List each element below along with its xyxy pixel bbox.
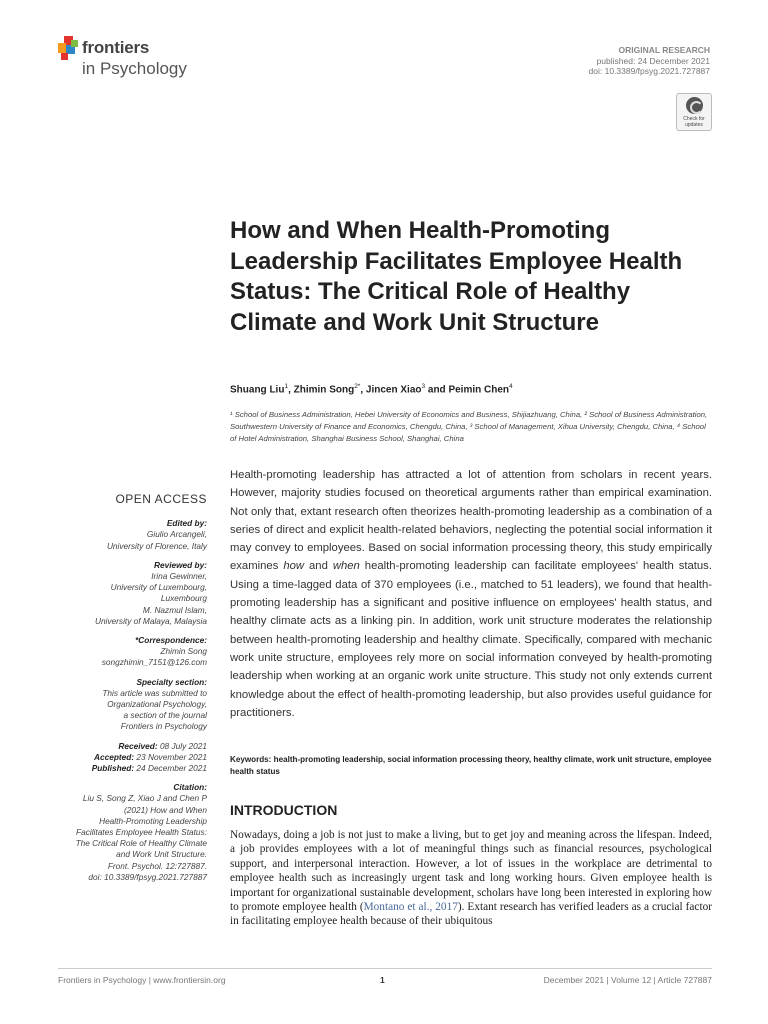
reviewer-line: University of Malaya, Malaysia: [94, 615, 207, 626]
citation-line: and Work Unit Structure.: [116, 849, 207, 860]
dates-section: [58, 741, 207, 775]
check-for-updates-button[interactable]: [676, 93, 712, 131]
author-affil-marker: 2*: [354, 383, 361, 390]
check-updates-label: Check for updates: [683, 116, 705, 128]
correspondent-email[interactable]: songzhimin_7151@126.com: [101, 657, 207, 668]
keywords: Keywords: health-promoting leadership, social information processing theory, healthy climate, work unit structure, employee health status: [230, 755, 712, 776]
citation-label: Citation:: [173, 782, 207, 793]
abstract-text: Health-promoting leadership has attracted a lot of attention from scholars in recent years. However, majority studies focused on theoretical arguments rather than empirical examination. Not only that, extant research often theorizes health-promoting leadership as a combination of a series of direct and explicit health-related behaviors, neglecting the potential social information it may convey to employees. Based on social information processing theory, this study empirically examines: [230, 469, 712, 573]
article-title: How and When Health-Promoting Leadership Facilitates Employee Health Status: The Critical Role of Healthy Climate and Work Unit Structure: [230, 217, 683, 336]
specialty-label: Specialty section:: [136, 676, 207, 687]
author-list: [230, 383, 513, 395]
logo-text-journal: in Psychology: [82, 59, 187, 78]
edited-by-section: [58, 518, 207, 552]
citation-line: The Critical Role of Healthy Climate: [75, 838, 207, 849]
reviewed-by-section: [58, 560, 207, 627]
author-affil-marker: 4: [509, 383, 513, 390]
citation-line: (2021) How and When: [123, 804, 207, 815]
editor-line: Giulio Arcangeli,: [146, 529, 207, 540]
affiliations: ¹ School of Business Administration, Hebei University of Economics and Business, Shijiazhuang, China, ² School of Business Administration, Southwestern University of Finance and Economics, Chengdu, China, ³ School of Management, Xihua University, Chengdu, China, ⁴ School of Hotel Administration, Shanghai Business School, Shanghai, China: [230, 410, 708, 443]
published-label: Published:: [91, 763, 135, 774]
logo-text-frontiers: frontiers: [82, 38, 150, 57]
reviewed-by-label: Reviewed by:: [153, 559, 207, 570]
published-date: published: 24 December 2021: [596, 55, 710, 66]
abstract-text: and: [304, 560, 333, 573]
accepted-label: Accepted:: [93, 751, 135, 762]
frontiers-logo-icon: [58, 36, 80, 62]
specialty-section: [58, 677, 207, 733]
journal-logo[interactable]: [58, 34, 208, 82]
citation-section: [58, 782, 207, 883]
received-date: 08 July 2021: [159, 740, 207, 751]
reviewer-line: Luxembourg: [160, 593, 207, 604]
specialty-line: This article was submitted to: [102, 687, 207, 698]
introduction-body: [230, 828, 712, 929]
article-sidebar: [58, 494, 207, 891]
reviewer-line: University of Luxembourg,: [110, 582, 207, 593]
author-name[interactable]: Shuang Liu: [230, 384, 285, 396]
footer-journal[interactable]: Frontiers in Psychology | www.frontiersin.org: [58, 975, 226, 985]
author-affil-marker: 1: [284, 383, 289, 390]
received-label: Received:: [118, 740, 158, 751]
article-type: ORIGINAL RESEARCH: [618, 45, 710, 55]
check-updates-icon: [686, 97, 703, 114]
citation-doi[interactable]: doi: 10.3389/fpsyg.2021.727887: [88, 871, 207, 882]
reviewer-line: M. Nazmul Islam,: [142, 604, 207, 615]
article-doi[interactable]: doi: 10.3389/fpsyg.2021.727887: [588, 66, 710, 76]
author-name[interactable]: Zhimin Song: [293, 384, 355, 396]
author-separator: and: [425, 384, 449, 396]
abstract-emphasis: how: [283, 560, 305, 573]
abstract-emphasis: when: [332, 560, 360, 573]
reference-link[interactable]: Montano et al., 2017: [363, 901, 458, 914]
abstract-text: health-promoting leadership can facilitate employees' health status. Using a time-lagged data of 370 employees (i.e., matched to 51 leaders), we found that health-promoting leadership has a significant and positive influence on employees' health status, and healthy climate acts as a linking pin. In addition, work unit structure moderates the relationship between health-promoting leadership and healthy climate. Specifically, compared with mechanic work unite structure, employees rely more on social information conveyed by health-promoting leadership when working at an organic work unite structure. This study not only extends current knowledge about the effect of health-promoting leadership, but also provides useful guidance for practitioners.: [230, 560, 712, 719]
footer-issue: December 2021 | Volume 12 | Article 727887: [543, 975, 712, 985]
citation-line: Health-Promoting Leadership: [99, 815, 207, 826]
citation-line: Front. Psychol. 12:727887.: [107, 860, 207, 871]
page-number: 1: [380, 975, 385, 985]
intro-text: ). Extant research has verified leaders as a crucial factor in facilitating employee health because of their ubiquitous: [230, 901, 712, 928]
author-affil-marker: 3: [421, 383, 426, 390]
intro-text: Nowadays, doing a job is not just to make a living, but to get joy and meaning across the lifespan. Indeed, a job provides employees with a lot of meaningful things such as financial resources, psychological support, and interpersonal interaction. However, a lot of issues in the workplace are detrimental to employee health such as increasingly urgent task and long working hours. Given employee health is important for organizational sustainable development, scholars have long been interested in exploring how to promote employee health (: [230, 829, 712, 914]
correspondence-label: *Correspondence:: [135, 635, 207, 646]
page-footer: [58, 968, 712, 985]
citation-line: Liu S, Song Z, Xiao J and Chen P: [82, 793, 207, 804]
reviewer-line: Irina Gewinner,: [151, 571, 207, 582]
article-meta: [589, 45, 710, 77]
edited-by-label: Edited by:: [166, 518, 207, 529]
introduction-heading: INTRODUCTION: [230, 802, 338, 818]
correspondent-name: Zhimin Song: [160, 646, 207, 657]
specialty-line: Frontiers in Psychology: [120, 721, 207, 732]
author-separator: ,: [360, 384, 366, 396]
accepted-date: 23 November 2021: [136, 751, 207, 762]
editor-line: University of Florence, Italy: [106, 540, 207, 551]
specialty-line: Organizational Psychology,: [107, 699, 207, 710]
citation-line: Facilitates Employee Health Status:: [76, 827, 207, 838]
author-name[interactable]: Jincen Xiao: [365, 384, 422, 396]
published-date-sidebar: 24 December 2021: [136, 763, 207, 774]
correspondence-section: [58, 635, 207, 669]
specialty-line: a section of the journal: [123, 710, 207, 721]
open-access-label: OPEN ACCESS: [115, 492, 207, 506]
abstract: [230, 466, 712, 722]
author-name[interactable]: Peimin Chen: [448, 384, 510, 396]
author-separator: ,: [288, 384, 294, 396]
